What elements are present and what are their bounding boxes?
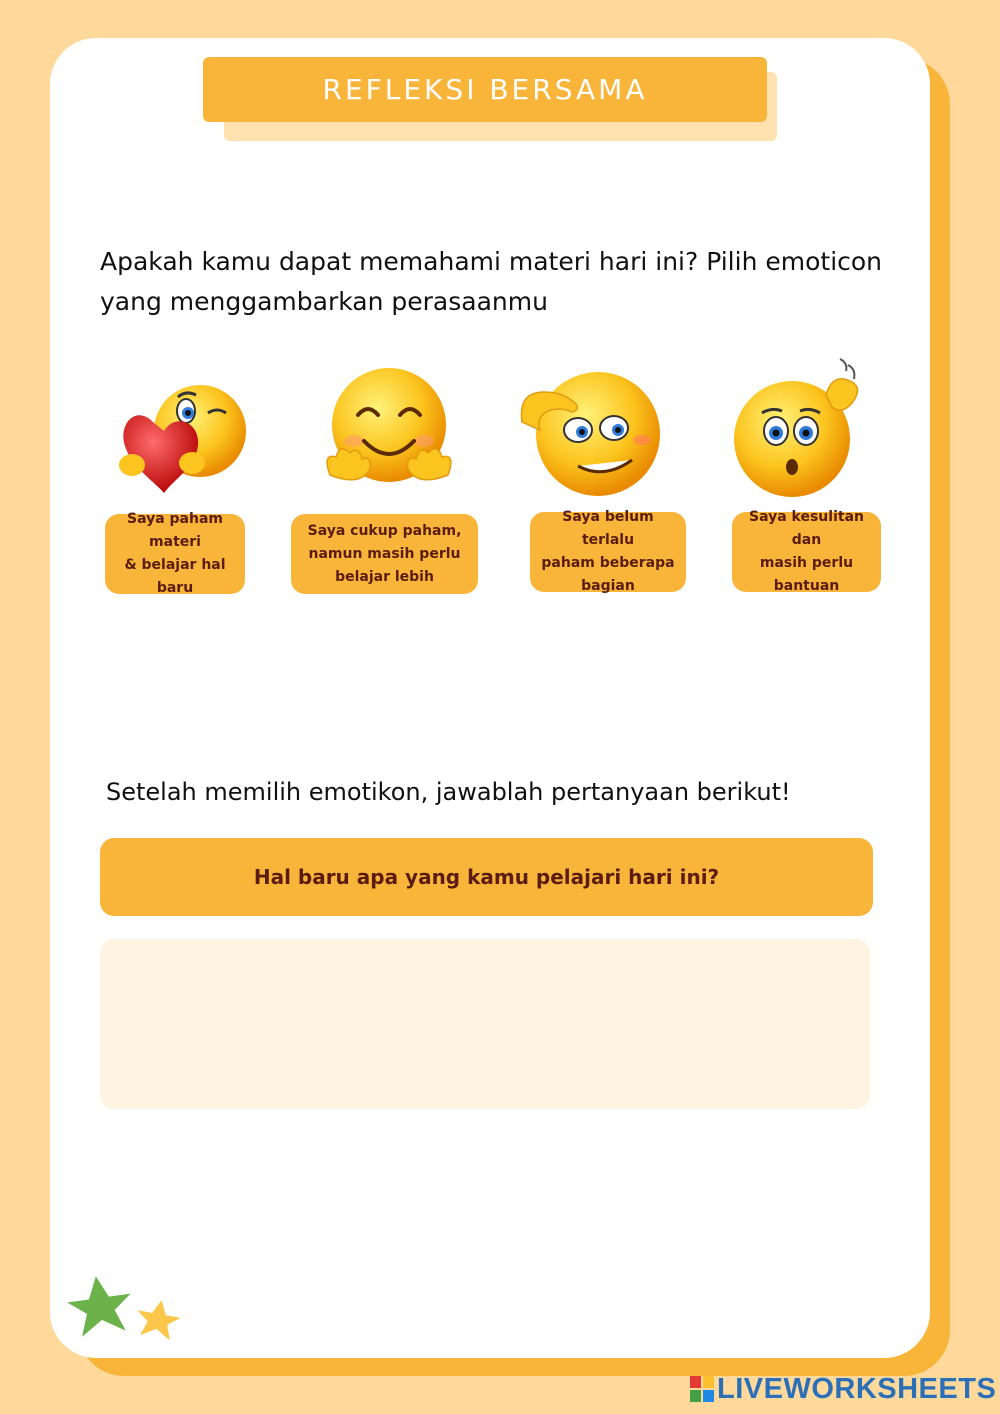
worksheet-card — [50, 38, 930, 1358]
option-cukup-paham[interactable]: Saya cukup paham, namun masih perlu belajar lebih — [291, 514, 478, 594]
unsure-scratch-emoji-icon[interactable] — [518, 370, 668, 520]
liveworksheets-logo-icon — [690, 1376, 714, 1402]
option-belum-paham[interactable]: Saya belum terlalu paham beberapa bagian — [530, 512, 686, 592]
answer-input[interactable] — [100, 939, 870, 1109]
smiling-hands-emoji-icon[interactable] — [316, 363, 466, 513]
question-2-heading: Hal baru apa yang kamu pelajari hari ini? — [100, 838, 873, 916]
page-title: REFLEKSI BERSAMA — [203, 57, 767, 122]
brand-name: LIVEWORKSHEETS — [717, 1372, 997, 1405]
stars-decoration-icon — [66, 1272, 196, 1352]
option-paham[interactable]: Saya paham materi & belajar hal baru — [105, 514, 245, 594]
option-kesulitan[interactable]: Saya kesulitan dan masih perlu bantuan — [732, 512, 881, 592]
question-text: Apakah kamu dapat memahami materi hari ini? Pilih emoticon yang menggambarkan perasaanmu — [100, 247, 883, 316]
instruction-text: Setelah memilih emotikon, jawablah pertanyaan berikut! — [106, 778, 791, 806]
heart-hug-wink-emoji-icon[interactable] — [112, 375, 262, 525]
confused-worried-emoji-icon[interactable] — [728, 355, 878, 505]
liveworksheets-logo — [690, 1372, 996, 1406]
